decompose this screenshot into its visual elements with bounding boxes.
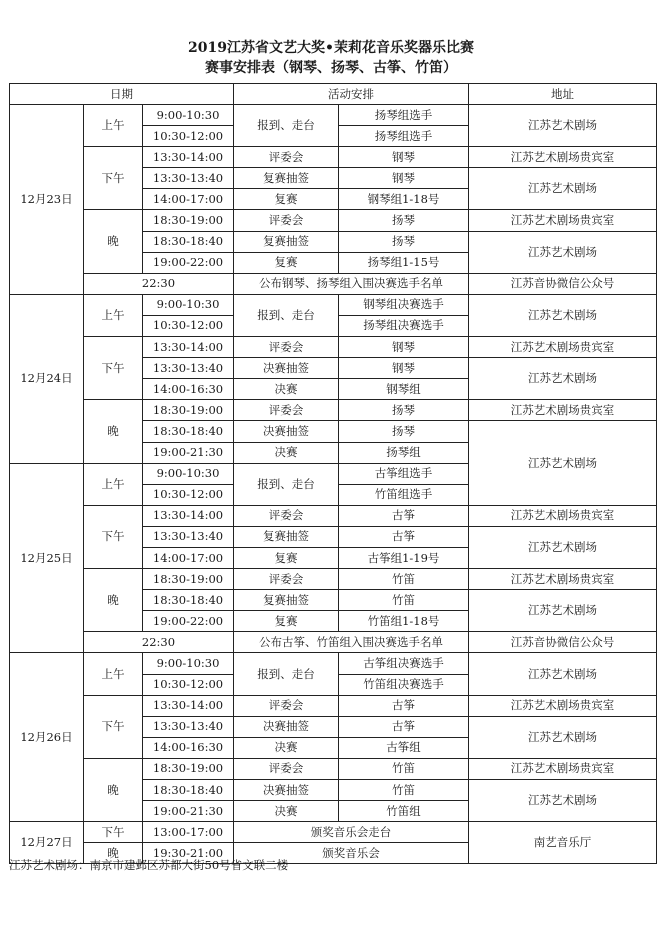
time-cell: 9:00-10:30 [143,653,234,674]
item-cell: 钢琴组决赛选手 [339,294,469,315]
document-title: 2019江苏省文艺大奖•茉莉花音乐奖器乐比赛 [188,40,474,56]
activity-cell: 决赛抽签 [234,780,339,801]
item-cell: 钢琴 [339,337,469,358]
item-cell: 古筝 [339,695,469,716]
address-cell: 江苏艺术剧场 [469,358,657,400]
item-cell: 扬琴组1-15号 [339,252,469,273]
event-cell: 颁奖音乐会走台 [234,822,469,843]
item-cell: 竹笛 [339,590,469,611]
table-row [10,105,657,126]
item-cell: 竹笛组 [339,801,469,822]
activity-cell: 报到、走台 [234,294,339,336]
item-cell: 古筝组选手 [339,463,469,484]
time-cell: 22:30 [84,273,234,294]
address-cell: 江苏艺术剧场贵宾室 [469,695,657,716]
table-row [10,505,657,526]
activity-cell: 评委会 [234,147,339,168]
activity-cell: 决赛 [234,801,339,822]
item-cell: 钢琴 [339,358,469,379]
header-date: 日期 [10,84,234,105]
item-cell: 竹笛组1-18号 [339,611,469,632]
time-cell: 18:30-19:00 [143,210,234,231]
time-cell: 13:30-14:00 [143,695,234,716]
period-cell: 上午 [84,463,143,505]
table-header-row [10,84,657,105]
header-address: 地址 [469,84,657,105]
activity-cell: 评委会 [234,569,339,590]
activity-cell: 复赛抽签 [234,590,339,611]
date-cell: 12月26日 [10,653,84,822]
time-cell: 19:00-22:00 [143,252,234,273]
activity-cell: 复赛 [234,611,339,632]
item-cell: 钢琴组 [339,379,469,400]
date-cell: 12月23日 [10,105,84,295]
activity-cell: 报到、走台 [234,105,339,147]
item-cell: 古筝组1-19号 [339,547,469,568]
item-cell: 竹笛 [339,758,469,779]
table-row [10,653,657,674]
period-cell: 上午 [84,294,143,336]
time-cell: 13:30-13:40 [143,716,234,737]
item-cell: 古筝组决赛选手 [339,653,469,674]
activity-cell: 决赛 [234,737,339,758]
item-cell: 古筝 [339,716,469,737]
time-cell: 18:30-18:40 [143,590,234,611]
item-cell: 古筝组 [339,737,469,758]
address-cell: 江苏艺术剧场 [469,421,657,505]
table-row [10,758,657,779]
event-cell: 颁奖音乐会 [234,843,469,864]
address-cell: 江苏艺术剧场贵宾室 [469,337,657,358]
time-cell: 18:30-19:00 [143,758,234,779]
period-cell: 晚 [84,569,143,632]
activity-cell: 决赛 [234,442,339,463]
period-cell: 上午 [84,105,143,147]
table-row [10,632,657,653]
announcement-cell: 公布古筝、竹笛组入围决赛选手名单 [234,632,469,653]
activity-cell: 复赛 [234,547,339,568]
activity-cell: 决赛抽签 [234,716,339,737]
time-cell: 18:30-18:40 [143,231,234,252]
time-cell: 10:30-12:00 [143,315,234,336]
activity-cell: 评委会 [234,337,339,358]
table-row [10,210,657,231]
address-cell: 江苏艺术剧场 [469,716,657,758]
activity-cell: 评委会 [234,758,339,779]
time-cell: 18:30-19:00 [143,400,234,421]
table-row [10,695,657,716]
time-cell: 19:30-21:00 [143,843,234,864]
activity-cell: 决赛 [234,379,339,400]
table-row [10,273,657,294]
time-cell: 14:00-16:30 [143,737,234,758]
period-cell: 晚 [84,400,143,463]
address-cell: 江苏艺术剧场贵宾室 [469,400,657,421]
activity-cell: 报到、走台 [234,463,339,505]
schedule-table [9,83,657,864]
item-cell: 扬琴组选手 [339,105,469,126]
activity-cell: 复赛 [234,189,339,210]
time-cell: 22:30 [84,632,234,653]
time-cell: 13:00-17:00 [143,822,234,843]
item-cell: 竹笛组决赛选手 [339,674,469,695]
address-cell: 江苏音协微信公众号 [469,273,657,294]
time-cell: 10:30-12:00 [143,484,234,505]
time-cell: 14:00-16:30 [143,379,234,400]
address-cell: 江苏艺术剧场 [469,168,657,210]
table-row [10,400,657,421]
time-cell: 13:30-13:40 [143,526,234,547]
time-cell: 18:30-18:40 [143,780,234,801]
table-row [10,147,657,168]
address-cell: 江苏艺术剧场贵宾室 [469,758,657,779]
address-cell: 江苏艺术剧场 [469,294,657,336]
address-cell: 江苏艺术剧场 [469,105,657,147]
time-cell: 9:00-10:30 [143,463,234,484]
address-cell: 南艺音乐厅 [469,822,657,864]
item-cell: 钢琴组1-18号 [339,189,469,210]
address-cell: 江苏艺术剧场 [469,526,657,568]
activity-cell: 复赛 [234,252,339,273]
period-cell: 下午 [84,147,143,210]
address-cell: 江苏艺术剧场贵宾室 [469,569,657,590]
period-cell: 下午 [84,822,143,843]
time-cell: 9:00-10:30 [143,105,234,126]
time-cell: 19:00-21:30 [143,801,234,822]
header-activity: 活动安排 [234,84,469,105]
time-cell: 10:30-12:00 [143,674,234,695]
table-row [10,569,657,590]
address-cell: 江苏艺术剧场贵宾室 [469,147,657,168]
period-cell: 晚 [84,843,143,864]
address-cell: 江苏艺术剧场 [469,590,657,632]
date-cell: 12月24日 [10,294,84,463]
announcement-cell: 公布钢琴、扬琴组入围决赛选手名单 [234,273,469,294]
venue-address-note: 江苏艺术剧场：南京市建邺区苏都大街50号省文联二楼 [9,858,289,872]
activity-cell: 评委会 [234,695,339,716]
activity-cell: 报到、走台 [234,653,339,695]
item-cell: 竹笛 [339,780,469,801]
item-cell: 扬琴 [339,210,469,231]
activity-cell: 复赛抽签 [234,168,339,189]
date-cell: 12月25日 [10,463,84,653]
item-cell: 扬琴 [339,421,469,442]
activity-cell: 评委会 [234,210,339,231]
item-cell: 竹笛 [339,569,469,590]
time-cell: 9:00-10:30 [143,294,234,315]
time-cell: 13:30-14:00 [143,505,234,526]
address-cell: 江苏艺术剧场 [469,780,657,822]
activity-cell: 决赛抽签 [234,421,339,442]
item-cell: 扬琴组 [339,442,469,463]
activity-cell: 评委会 [234,400,339,421]
item-cell: 古筝 [339,505,469,526]
period-cell: 上午 [84,653,143,695]
document-subtitle: 赛事安排表（钢琴、扬琴、古筝、竹笛） [205,60,457,76]
date-cell: 12月27日 [10,822,84,864]
address-cell: 江苏艺术剧场贵宾室 [469,210,657,231]
item-cell: 扬琴组决赛选手 [339,315,469,336]
time-cell: 18:30-18:40 [143,421,234,442]
time-cell: 13:30-13:40 [143,358,234,379]
period-cell: 下午 [84,695,143,758]
activity-cell: 复赛抽签 [234,231,339,252]
address-cell: 江苏艺术剧场 [469,231,657,273]
item-cell: 扬琴组选手 [339,126,469,147]
time-cell: 18:30-19:00 [143,569,234,590]
time-cell: 10:30-12:00 [143,126,234,147]
time-cell: 14:00-17:00 [143,547,234,568]
table-row [10,294,657,315]
time-cell: 19:00-21:30 [143,442,234,463]
table-row [10,337,657,358]
item-cell: 竹笛组选手 [339,484,469,505]
activity-cell: 评委会 [234,505,339,526]
item-cell: 扬琴 [339,231,469,252]
period-cell: 晚 [84,758,143,821]
table-row [10,822,657,843]
time-cell: 13:30-14:00 [143,147,234,168]
address-cell: 江苏音协微信公众号 [469,632,657,653]
time-cell: 19:00-22:00 [143,611,234,632]
time-cell: 14:00-17:00 [143,189,234,210]
time-cell: 13:30-14:00 [143,337,234,358]
address-cell: 江苏艺术剧场贵宾室 [469,505,657,526]
period-cell: 晚 [84,210,143,273]
item-cell: 古筝 [339,526,469,547]
item-cell: 扬琴 [339,400,469,421]
time-cell: 13:30-13:40 [143,168,234,189]
period-cell: 下午 [84,337,143,400]
period-cell: 下午 [84,505,143,568]
activity-cell: 决赛抽签 [234,358,339,379]
activity-cell: 复赛抽签 [234,526,339,547]
item-cell: 钢琴 [339,168,469,189]
address-cell: 江苏艺术剧场 [469,653,657,695]
item-cell: 钢琴 [339,147,469,168]
